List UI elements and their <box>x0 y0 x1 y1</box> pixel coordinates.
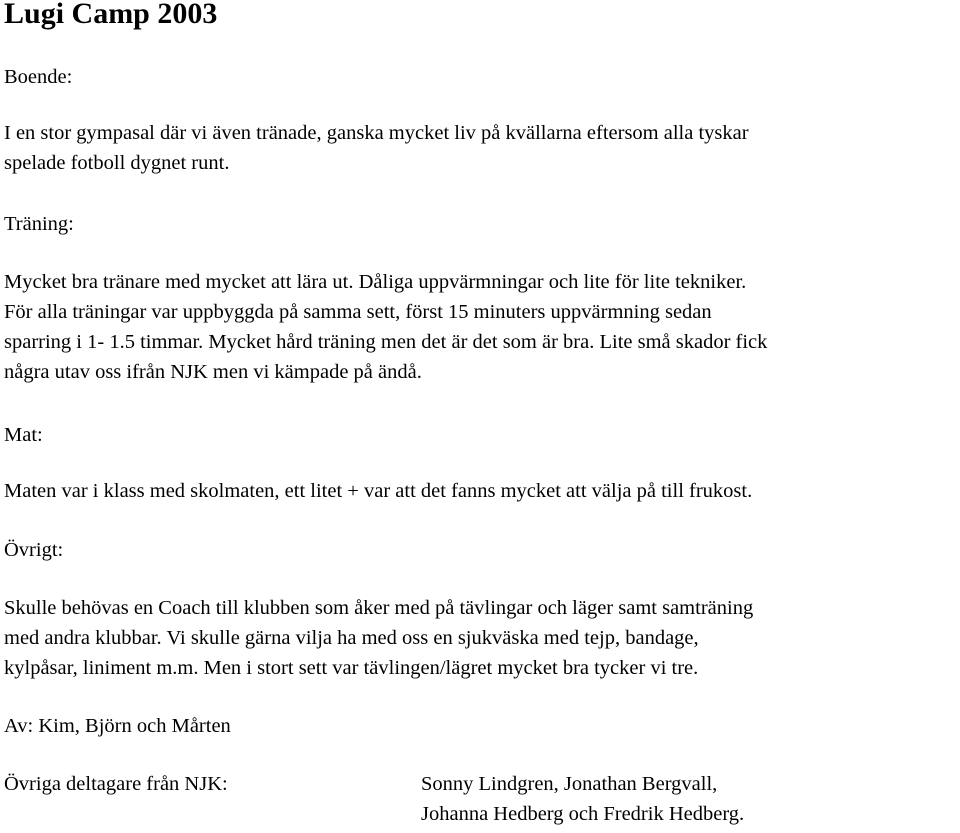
paragraph-line: några utav oss ifrån NJK men vi kämpade på ändå. <box>4 361 422 383</box>
paragraph-line: Mycket bra tränare med mycket att lära ut. Dåliga uppvärmningar och lite för lite tekniker. <box>4 271 747 293</box>
paragraph-line: För alla träningar var uppbyggda på samma sett, först 15 minuters uppvärmning sedan <box>4 301 712 323</box>
section-heading-traning: Träning: <box>4 213 74 235</box>
section-body-ovrigt <box>4 593 753 683</box>
section-body-boende <box>4 118 749 178</box>
paragraph-line: kylpåsar, liniment m.m. Men i stort sett var tävlingen/lägret mycket bra tycker vi tre. <box>4 657 699 679</box>
section-body-mat <box>4 476 752 506</box>
paragraph-line: med andra klubbar. Vi skulle gärna vilja ha med oss en sjukväska med tejp, bandage, <box>4 627 699 649</box>
paragraph-line: Maten var i klass med skolmaten, ett litet + var att det fanns mycket att välja på till frukost. <box>4 480 753 502</box>
section-heading-mat: Mat: <box>4 424 43 446</box>
participant-line: Sonny Lindgren, Jonathan Bergvall, <box>421 773 718 795</box>
paragraph-line: spelade fotboll dygnet runt. <box>4 152 230 174</box>
section-heading-boende: Boende: <box>4 66 73 88</box>
paragraph-line: sparring i 1- 1.5 timmar. Mycket hård träning men det är det som är bra. Lite små skador fick <box>4 331 768 353</box>
authors-line: Av: Kim, Björn och Mårten <box>4 715 231 737</box>
participants-label: Övriga deltagare från NJK: <box>4 773 228 795</box>
section-heading-ovrigt: Övrigt: <box>4 539 64 561</box>
section-body-traning <box>4 267 767 387</box>
participant-line: Johanna Hedberg och Fredrik Hedberg. <box>421 803 745 825</box>
paragraph-line: I en stor gympasal där vi även tränade, ganska mycket liv på kvällarna eftersom alla tyskar <box>4 122 749 144</box>
paragraph-line: Skulle behövas en Coach till klubben som åker med på tävlingar och läger samt samträning <box>4 597 754 619</box>
document-title: Lugi Camp 2003 <box>4 0 218 30</box>
participants-names <box>421 769 744 829</box>
